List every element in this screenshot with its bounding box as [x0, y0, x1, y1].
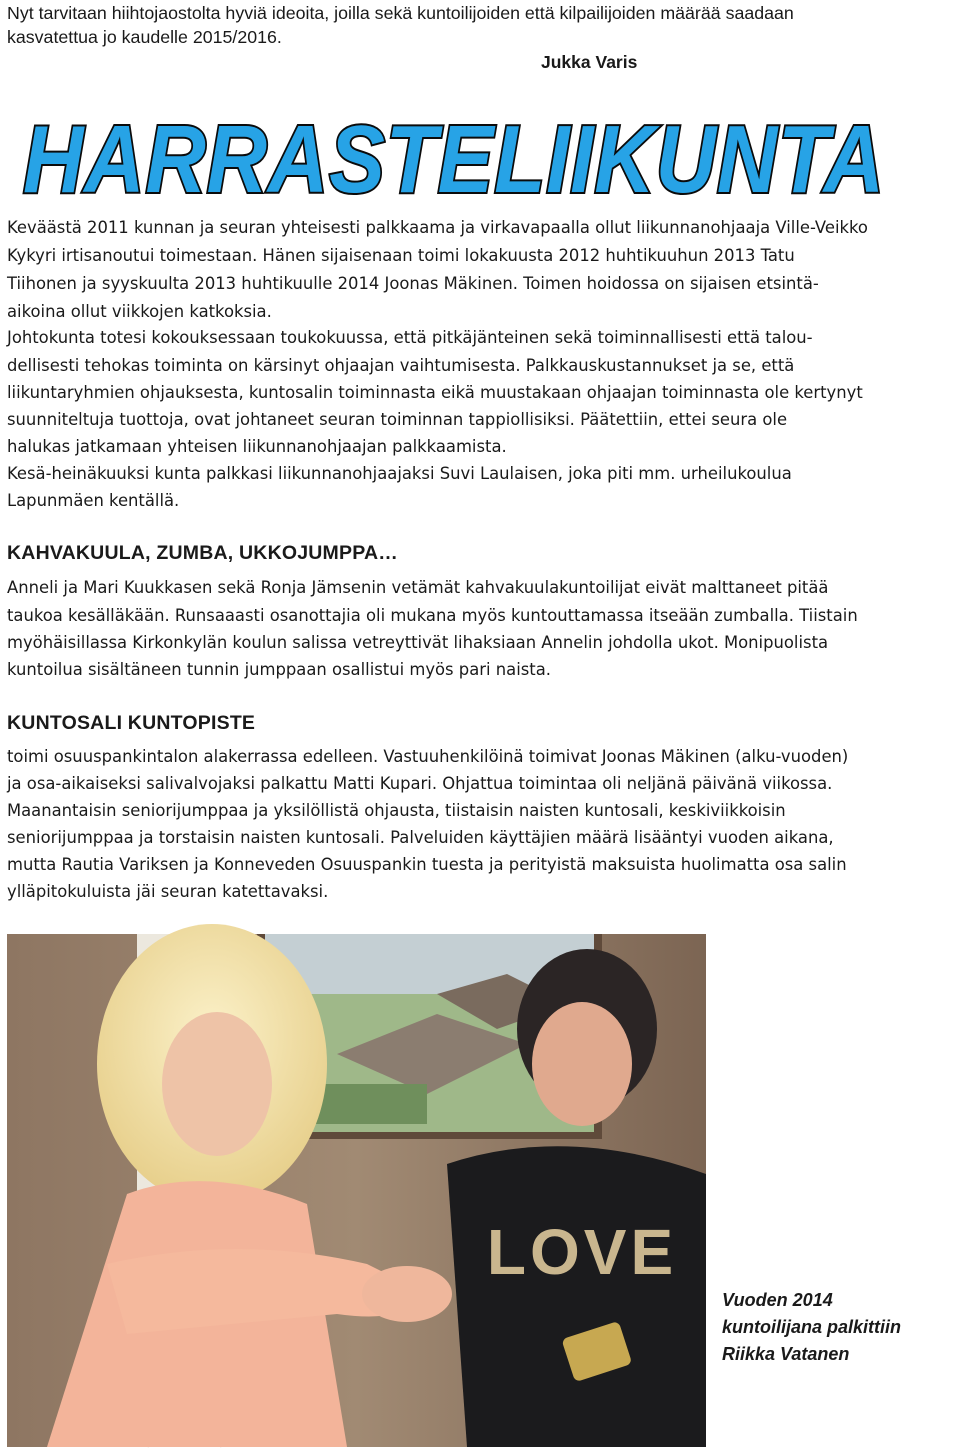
paragraph-line: seniorijumppaa ja torstaisin naisten kuntosali. Palveluiden käyttäjien määrä lisääntyi vuoden aikana,: [7, 828, 834, 847]
section-heading-kuntosali: KUNTOSALI KUNTOPISTE: [7, 712, 256, 734]
paragraph-line: halukas jatkamaan yhteisen liikunnanohjaajan palkkaamista.: [7, 437, 507, 456]
paragraph-line: Johtokunta totesi kokouksessaan toukokuussa, että pitkäjänteinen sekä toiminnallisesti että talou-: [7, 328, 813, 347]
paragraph-line: aikoina ollut viikkojen katkoksia.: [7, 302, 272, 321]
banner-title: HARRASTELIIKUNTA: [23, 106, 885, 213]
caption-line: Riikka Vatanen: [722, 1344, 850, 1364]
paragraph-line: Kesä-heinäkuuksi kunta palkkasi liikunnanohjaajaksi Suvi Laulaisen, joka piti mm. urheilukoulua: [7, 464, 792, 483]
paragraph-line: dellisesti tehokas toiminta on kärsinyt ohjaajan vaihtumisesta. Palkkauskustannukset ja se, että: [7, 356, 795, 375]
section-heading-kahvakuula: KAHVAKUULA, ZUMBA, UKKOJUMPPA…: [7, 542, 398, 564]
paragraph-line: Kykyri irtisanoutui toimestaan. Hänen sijaisenaan toimi lokakuusta 2012 huhtikuuhun 2013 Tatu: [7, 246, 795, 265]
shirt-print: LOVE: [486, 1216, 678, 1288]
paragraph-line: mutta Rautia Variksen ja Konneveden Osuuspankin tuesta ja perityistä maksuista huolimatta osa salin: [7, 855, 847, 874]
paragraph-line: Anneli ja Mari Kuukkasen sekä Ronja Jämsenin vetämät kahvakuulakuntoilijat eivät malttaneet pitää: [7, 578, 829, 597]
author-signature: Jukka Varis: [541, 52, 638, 72]
harrasteliikunta-banner: [4, 100, 904, 213]
paragraph-line: Keväästä 2011 kunnan ja seuran yhteisesti palkkaama ja virkavapaalla ollut liikunnanohjaaja Ville-Veikko: [7, 218, 868, 237]
paragraph-line: Maanantaisin seniorijumppaa ja yksilöllistä ohjausta, tiistaisin naisten kuntosali, keskiviikkoisin: [7, 801, 786, 820]
intro-line: Nyt tarvitaan hiihtojaostolta hyviä ideoita, joilla sekä kuntoilijoiden että kilpailijoiden määrää saadaan: [7, 3, 794, 23]
intro-line: kasvatettua jo kaudelle 2015/2016.: [7, 27, 282, 47]
handshake: [362, 1266, 452, 1322]
paragraph-line: ylläpitokuluista jäi seuran katettavaksi.: [7, 882, 329, 901]
paragraph-line: kuntoilua sisältäneen tunnin jumppaan osallistui myös pari naista.: [7, 660, 551, 679]
paragraph-line: toimi osuuspankintalon alakerrassa edelleen. Vastuuhenkilöinä toimivat Joonas Mäkinen (alku-vuoden): [7, 747, 849, 766]
paragraph-line: suunniteltuja tuottoja, ovat johtaneet seuran toiminnan tappiollisiksi. Päätettiin, ettei seura ole: [7, 410, 788, 429]
paragraph-line: liikuntaryhmien ohjauksesta, kuntosalin toiminnasta eikä muustakaan ohjaajan toiminnasta ole kertynyt: [7, 383, 863, 402]
caption-line: Vuoden 2014: [722, 1290, 833, 1310]
caption-line: kuntoilijana palkittiin: [722, 1317, 902, 1337]
paragraph-line: ja osa-aikaiseksi salivalvojaksi palkattu Matti Kupari. Ohjattua toimintaa oli neljänä päivänä viikossa.: [7, 774, 833, 793]
paragraph-line: myöhäisillassa Kirkonkylän koulun salissa vetreyttivät lihaksiaan Annelin johdolla ukot. Monipuolista: [7, 633, 829, 652]
paragraph-line: taukoa kesälläkään. Runsaaasti osanottajia oli mukana myös kuntouttamassa itseään zumballa. Tiistain: [7, 606, 858, 625]
paragraph-line: Lapunmäen kentällä.: [7, 491, 180, 510]
award-photo: [7, 934, 706, 1447]
award-photo-illustration: [7, 934, 706, 1447]
paragraph-line: Tiihonen ja syyskuulta 2013 huhtikuulle 2014 Joonas Mäkinen. Toimen hoidossa on sijaisen etsintä-: [7, 274, 819, 293]
